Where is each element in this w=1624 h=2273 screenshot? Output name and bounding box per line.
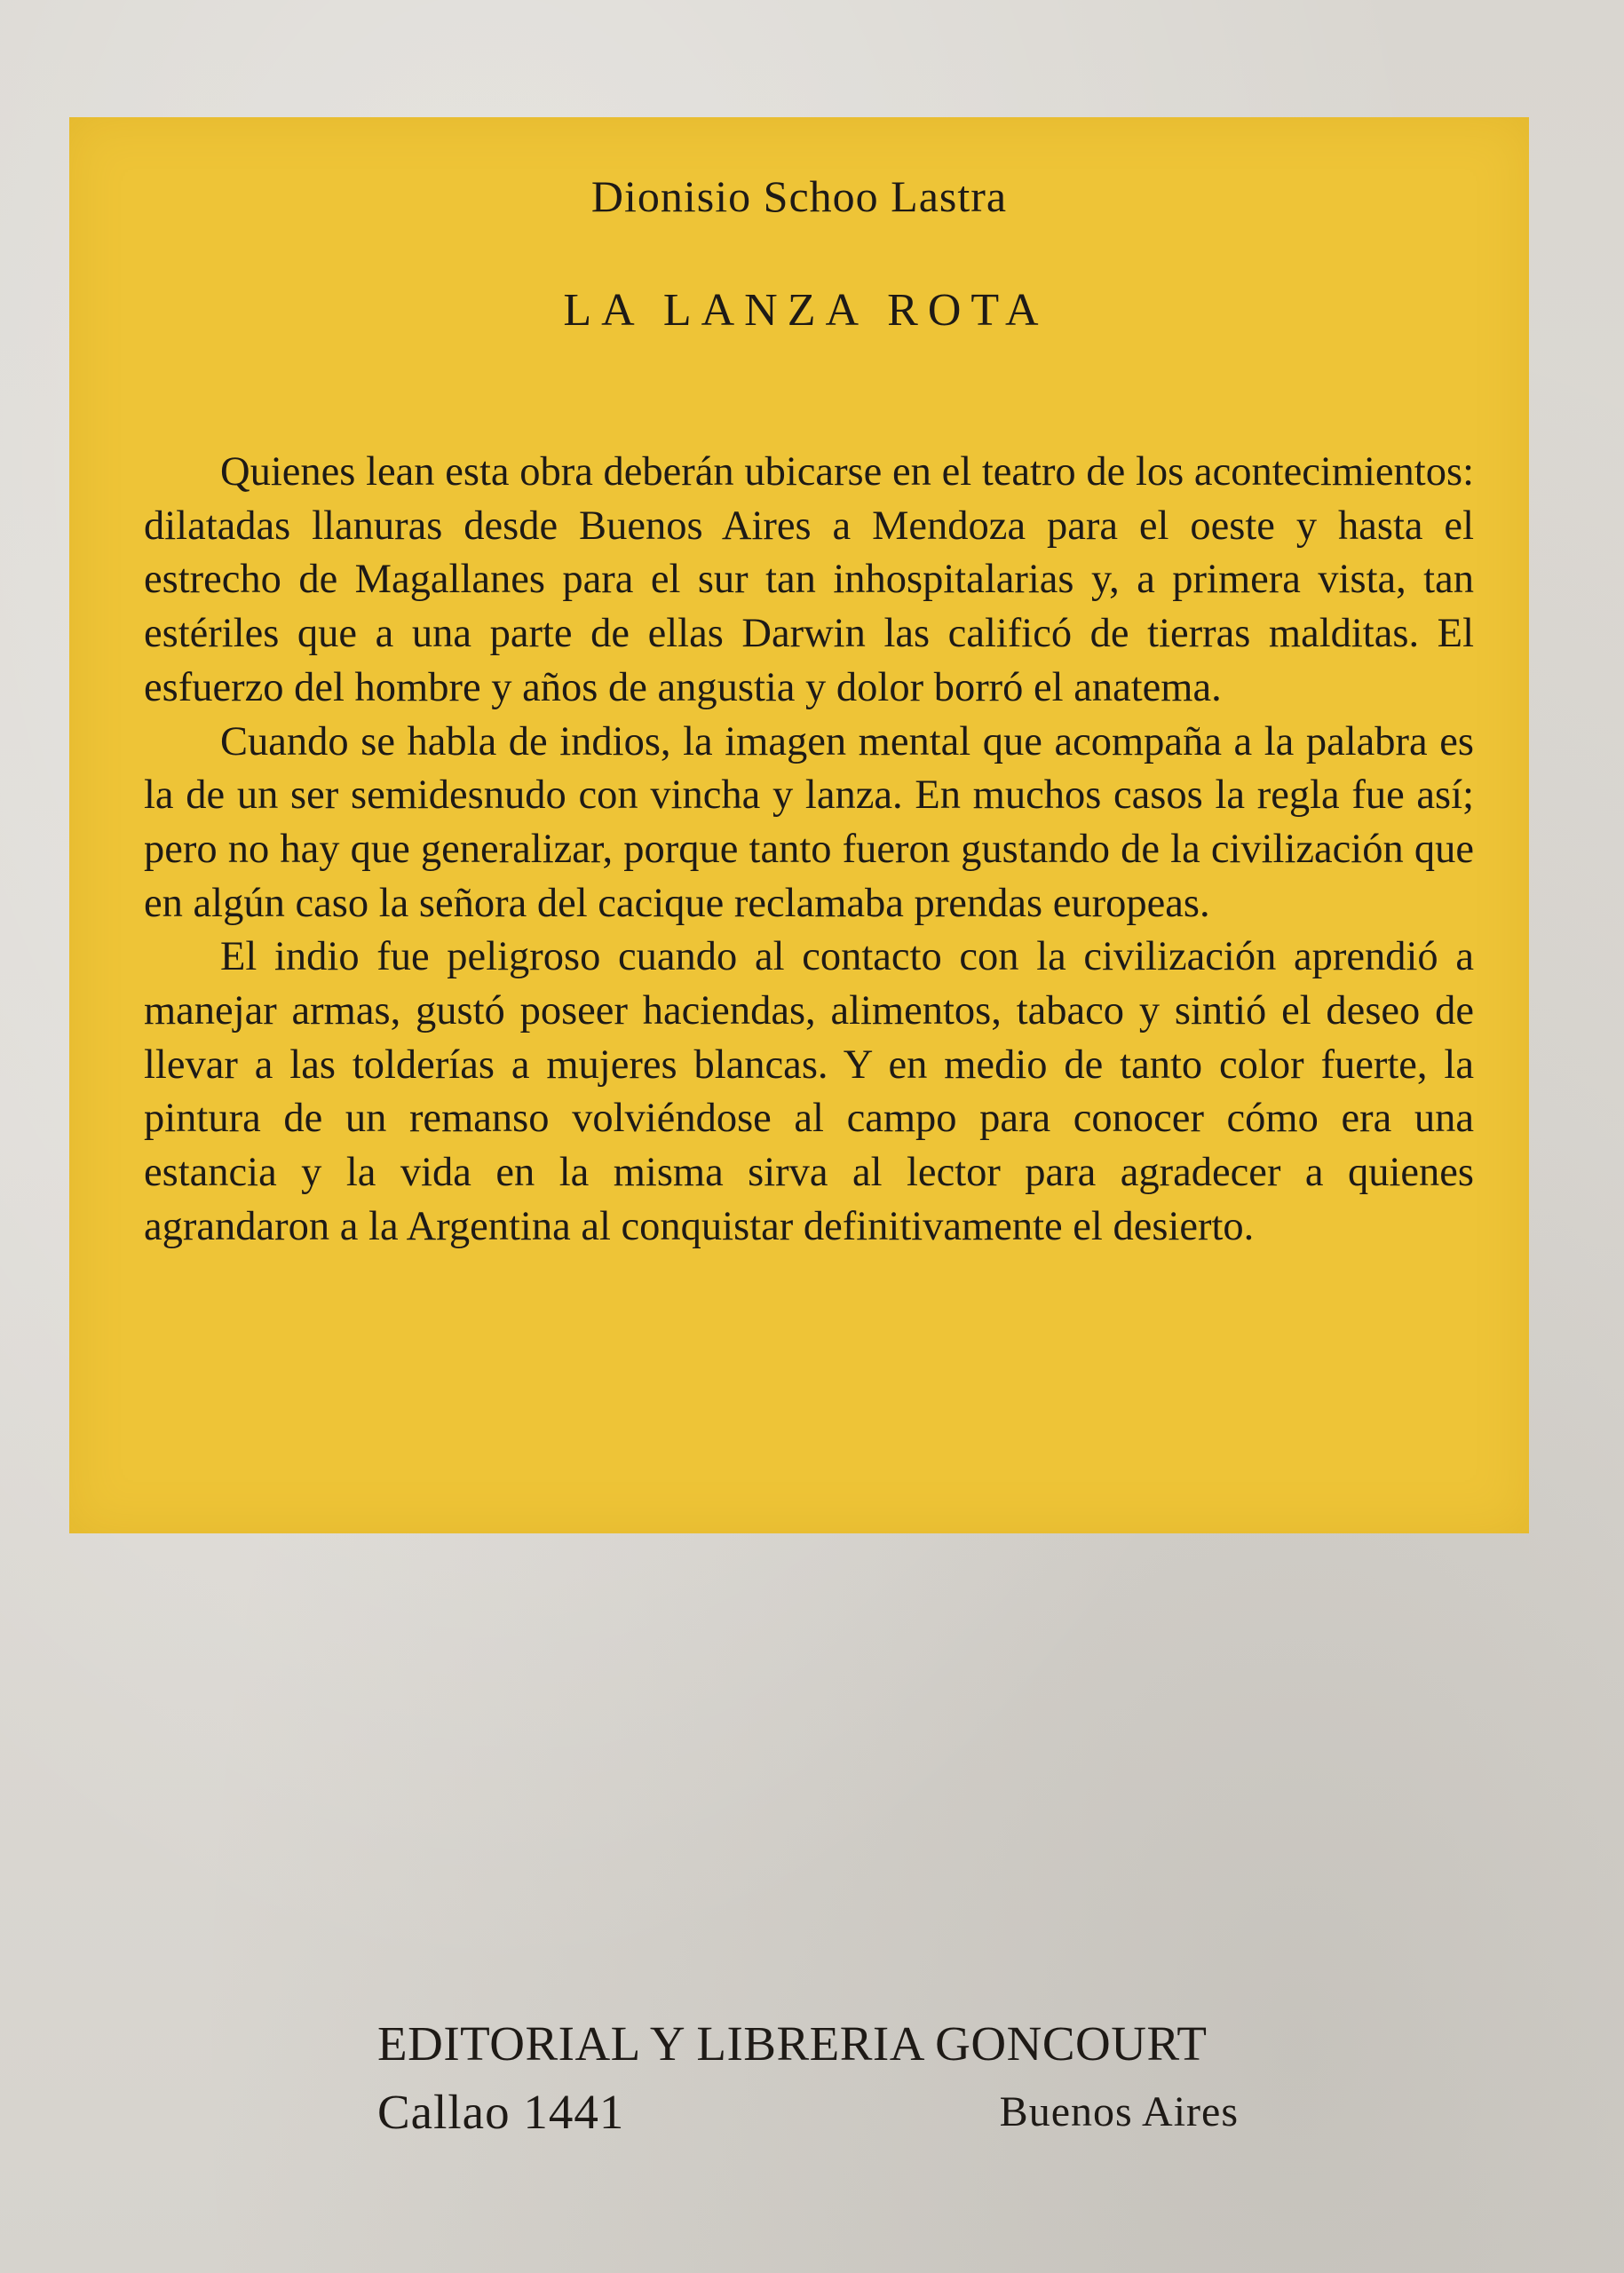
publisher-address: Callao 1441 — [377, 2085, 625, 2139]
publisher-name: EDITORIAL Y LIBRERIA GONCOURT — [377, 2016, 1208, 2071]
yellow-text-panel — [69, 117, 1529, 1533]
publisher-city: Buenos Aires — [999, 2088, 1239, 2135]
author-name: Dionisio Schoo Lastra — [590, 171, 1008, 221]
publisher-address-row — [377, 2084, 1239, 2146]
synopsis — [144, 446, 1474, 1255]
synopsis-paragraph: El indio fue peligroso cuando al contacto con la civilización aprendió a manejar armas, gustó poseer haciendas, alimentos, tabaco y sintió el deseo de llevar a las tolderías a mujeres blancas. Y en medio de tanto color fuerte, la pintura de un remanso volviéndose al campo para conocer cómo era una estancia y la vida en la misma sirva al lector para agradecer a quienes agrandaron a la Argentina al conquistar definitivamente el desierto. — [144, 934, 1474, 1249]
synopsis-paragraph: Cuando se habla de indios, la imagen mental que acompaña a la palabra es la de un ser semidesnudo con vincha y lanza. En muchos casos la regla fue así; pero no hay que generalizar, porque tanto fueron gustando de la civilización que en algún caso la señora del cacique reclamaba prendas europeas. — [144, 718, 1474, 926]
synopsis-paragraph: Quienes lean esta obra deberán ubicarse en el teatro de los acontecimientos: dilatadas llanuras desde Buenos Aires a Mendoza para el oeste y hasta el estrecho de Magallanes para el sur tan inhospitalarias y, a primera vista, tan estériles que a una parte de ellas Darwin las calificó de tierras malditas. El esfuerzo del hombre y años de angustia y dolor borró el anatema. — [144, 449, 1474, 710]
book-title: LA LANZA ROTA — [563, 285, 1049, 336]
publisher-imprint — [377, 2016, 1239, 2146]
